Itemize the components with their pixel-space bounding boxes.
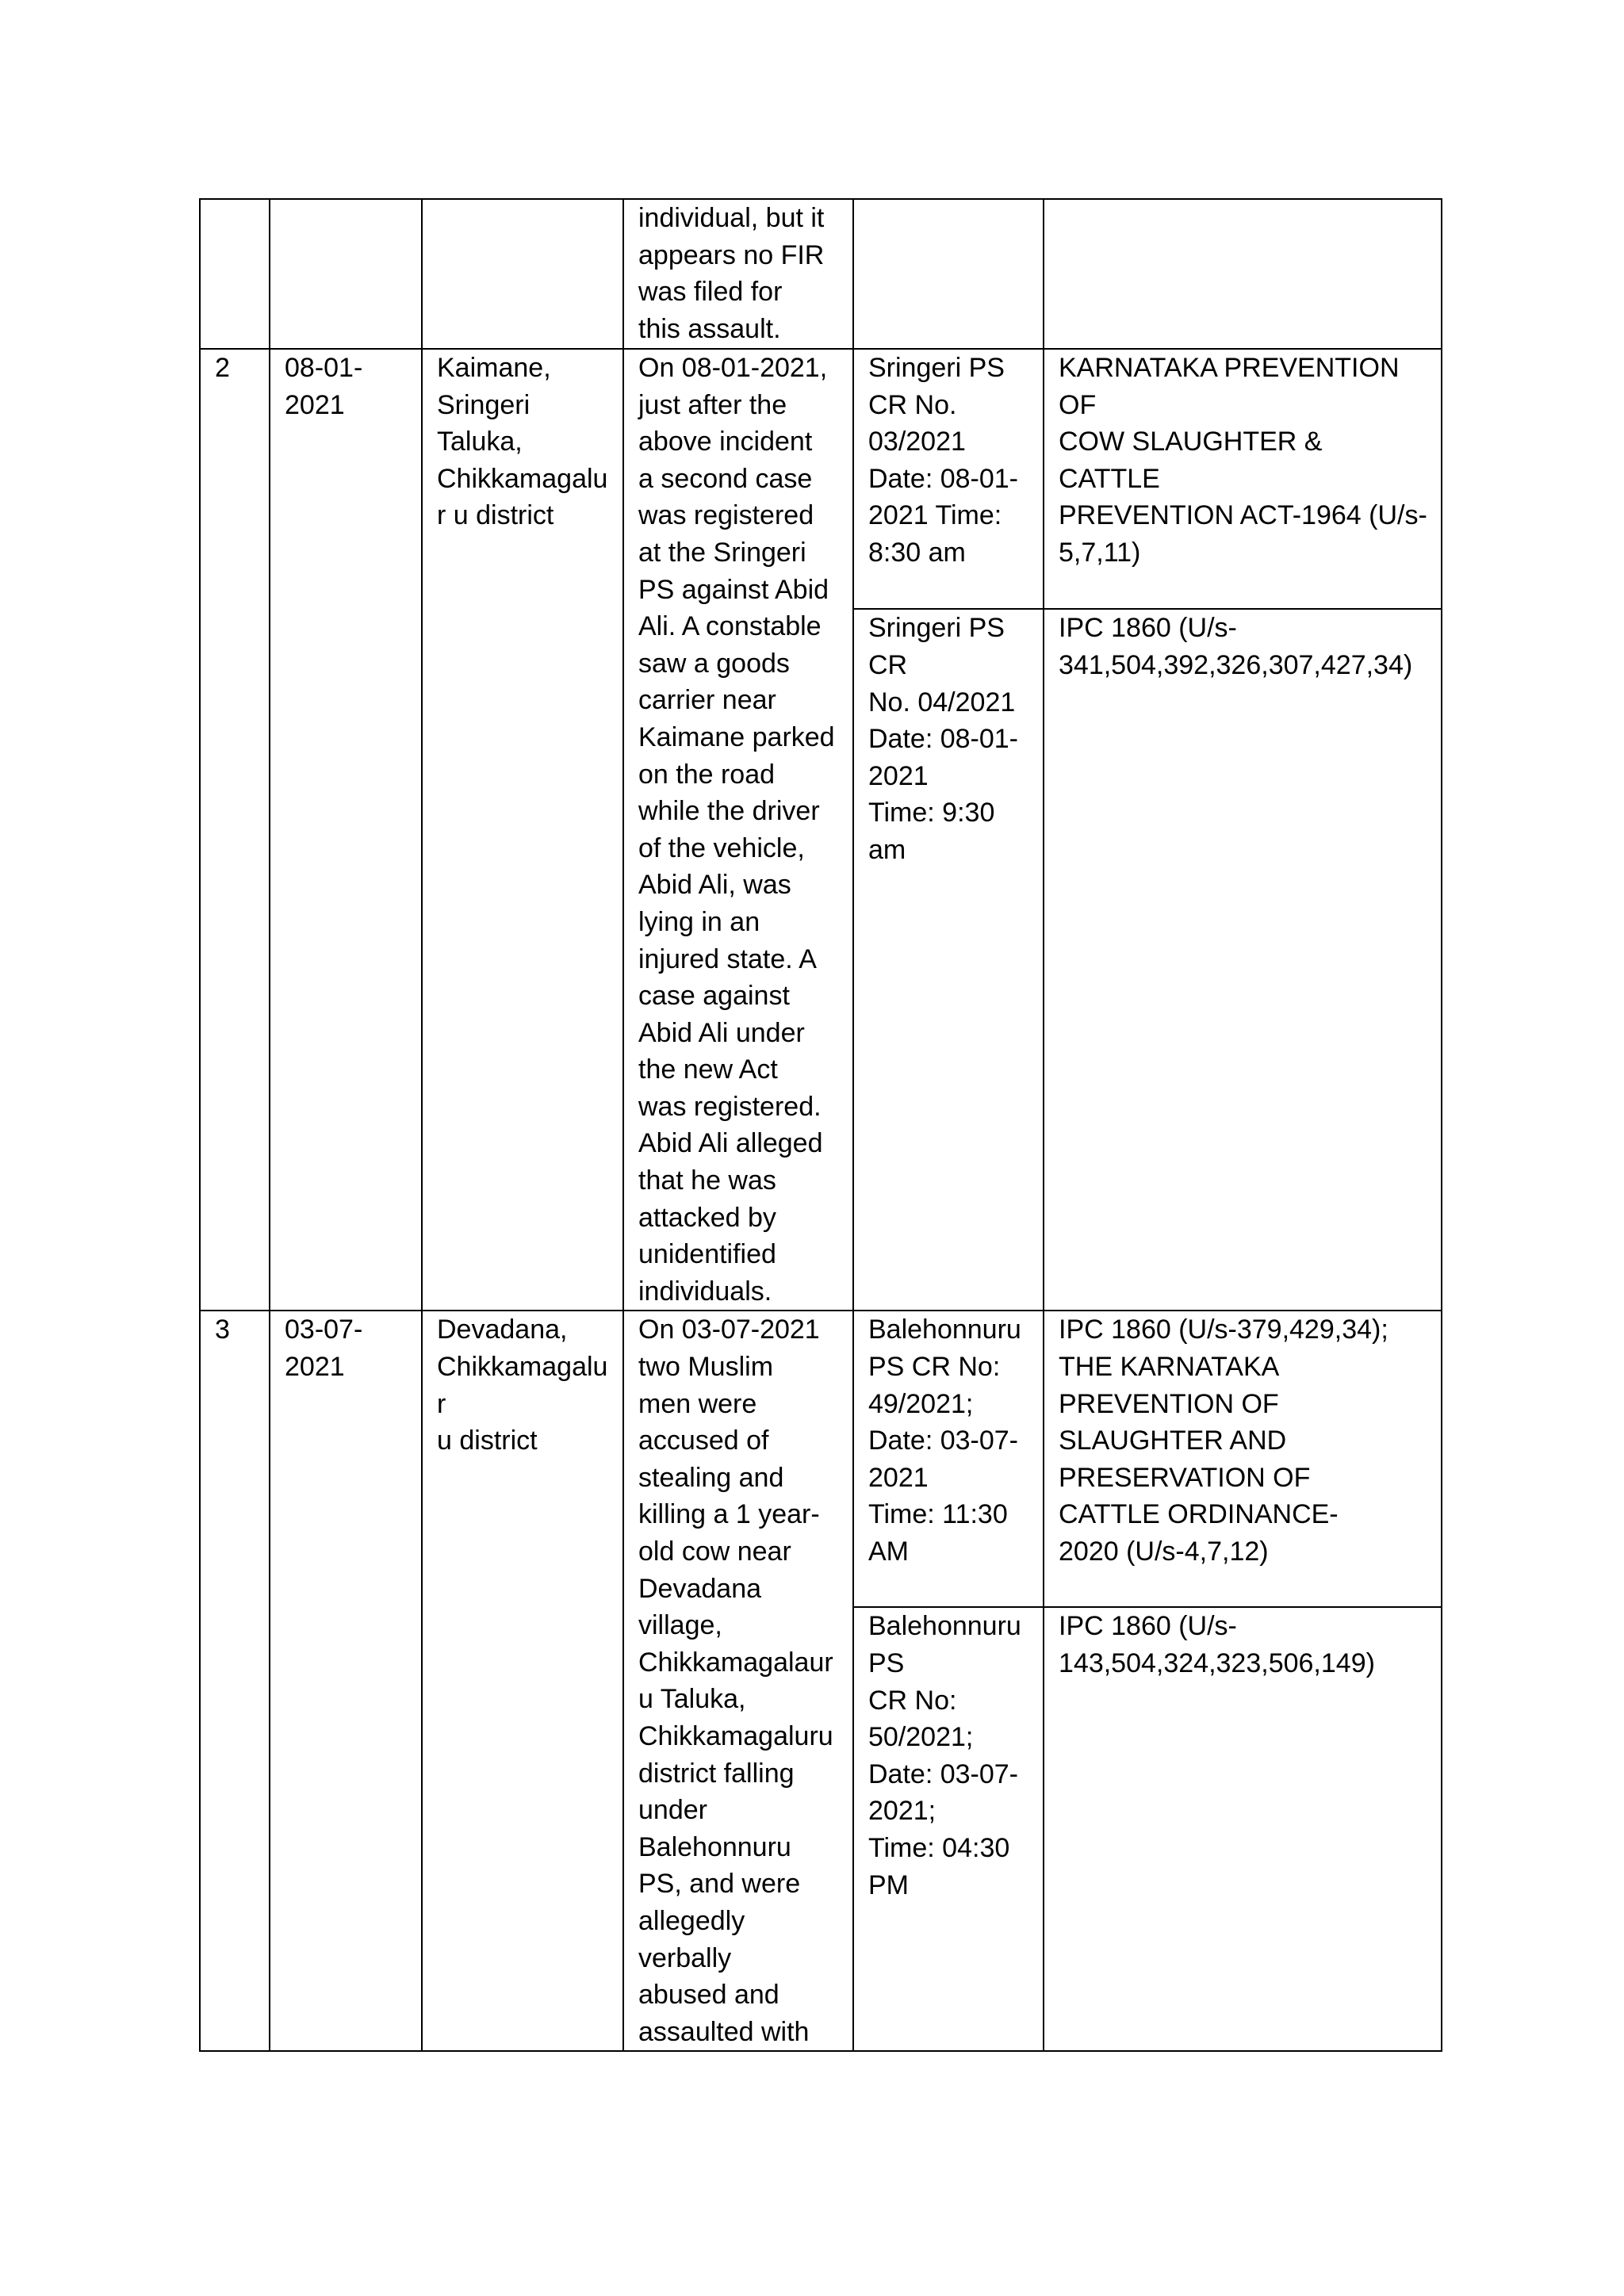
- description-cell: individual, but it appears no FIR was filed for this assault.: [623, 199, 853, 349]
- sections-cell: KARNATAKA PREVENTION OF COW SLAUGHTER & CATTLE PREVENTION ACT-1964 (U/s- 5,7,11): [1044, 349, 1442, 609]
- table-row: [200, 199, 1442, 349]
- sections-cell: IPC 1860 (U/s- 143,504,324,323,506,149): [1044, 1607, 1442, 2051]
- sl-no-cell: [200, 199, 270, 349]
- table-row: [200, 1311, 1442, 1607]
- incident-table: [199, 198, 1442, 2052]
- fir-cell: Balehonnuru PS CR No: 50/2021; Date: 03-07- 2021; Time: 04:30 PM: [853, 1607, 1044, 2051]
- date-cell: 03-07- 2021: [270, 1311, 422, 2051]
- description-cell: On 03-07-2021 two Muslim men were accused of stealing and killing a 1 year- old cow near Devadana village, Chikkamagalaur u Taluka, Chikkamagaluru district falling under Balehonnuru PS, and were allegedly verbally abused and assaulted with: [623, 1311, 853, 2051]
- place-cell: Devadana, Chikkamagalu r u district: [422, 1311, 623, 2051]
- fir-cell: Sringeri PS CR No. 04/2021 Date: 08-01- 2021 Time: 9:30 am: [853, 609, 1044, 1311]
- place-cell: [422, 199, 623, 349]
- place-cell: Kaimane, Sringeri Taluka, Chikkamagalu r u district: [422, 349, 623, 1311]
- sections-cell: IPC 1860 (U/s-379,429,34); THE KARNATAKA PREVENTION OF SLAUGHTER AND PRESERVATION OF CATTLE ORDINANCE- 2020 (U/s-4,7,12): [1044, 1311, 1442, 1607]
- fir-cell: Balehonnuru PS CR No: 49/2021; Date: 03-07- 2021 Time: 11:30 AM: [853, 1311, 1044, 1607]
- table-row: [200, 349, 1442, 609]
- sections-cell: IPC 1860 (U/s- 341,504,392,326,307,427,34): [1044, 609, 1442, 1311]
- fir-cell: [853, 199, 1044, 349]
- date-cell: 08-01- 2021: [270, 349, 422, 1311]
- date-cell: [270, 199, 422, 349]
- sl-no-cell: 3: [200, 1311, 270, 2051]
- description-cell: On 08-01-2021, just after the above incident a second case was registered at the Sringeri PS against Abid Ali. A constable saw a goods carrier near Kaimane parked on the road while the driver of the vehicle, Abid Ali, was lying in an injured state. A case against Abid Ali under the new Act was registered. Abid Ali alleged that he was attacked by unidentified individuals.: [623, 349, 853, 1311]
- sections-cell: [1044, 199, 1442, 349]
- sl-no-cell: 2: [200, 349, 270, 1311]
- fir-cell: Sringeri PS CR No. 03/2021 Date: 08-01- 2021 Time: 8:30 am: [853, 349, 1044, 609]
